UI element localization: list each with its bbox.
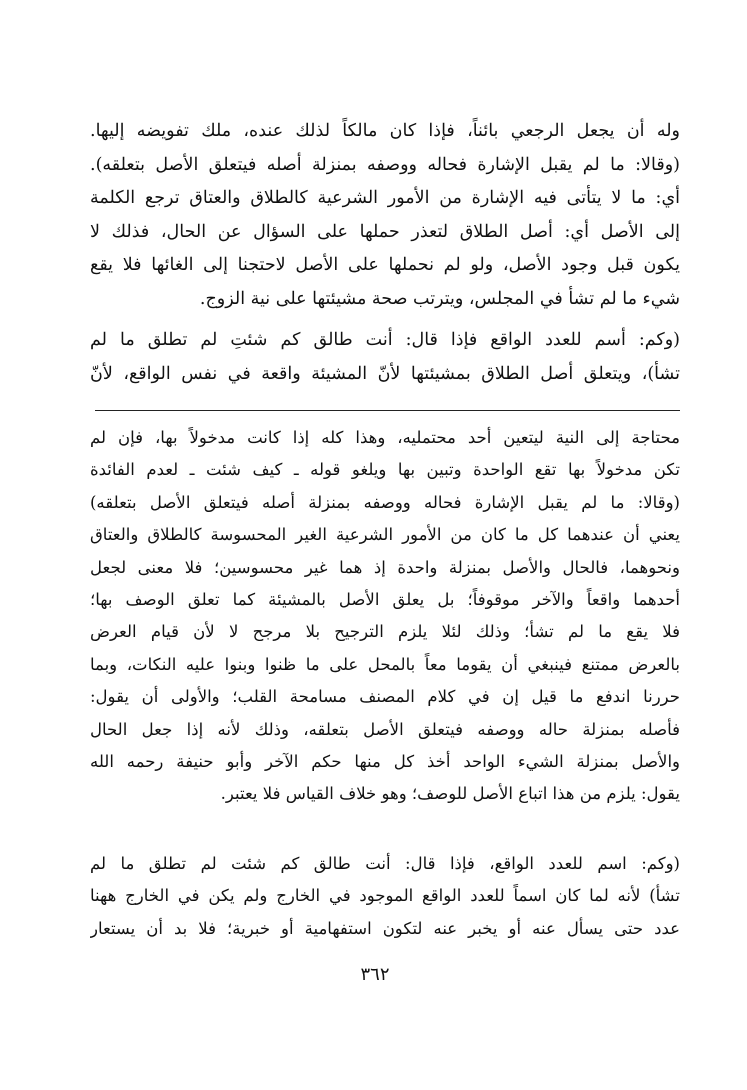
- footnote-line: بالعرض ممتنع فينبغي أن يقوما معاً بالمحل على ما ظنوا وبنوا عليه النكات، وبما: [90, 654, 680, 674]
- main-text-line: (وكم: أسم للعدد الواقع فإذا قال: أنت طالق كم شئتِ لم تطلق ما لم: [90, 330, 680, 350]
- footnote-line: حررنا اندفع ما قيل إن في كلام المصنف مسامحة القلب؛ والأولى أن يقول:: [90, 687, 680, 707]
- footnote-line: تكن مدخولاً بها تقع الواحدة وتبين بها ويلغو قوله ـ كيف شئت ـ لعدم الفائدة: [90, 460, 680, 480]
- footnote-line: والأصل بمنزلة الشيء الواحد أخذ كل منها حكم الآخر وأبو حنيفة رحمه الله: [90, 751, 680, 771]
- main-text-line: يكون قبل وجود الأصل، ولو لم نحملها على الأصل لاحتجنا إلى الغائها فلا يقع: [90, 255, 680, 275]
- main-text-line: وله أن يجعل الرجعي بائناً، فإذا كان مالكاً لذلك عنده، ملك تفويضه إليها.: [90, 121, 680, 141]
- footnote-line: عدد حتى يسأل عنه أو يخبر عنه لتكون استفهامية أو خبرية؛ فلا بد أن يستعار: [90, 918, 680, 938]
- footnote-paragraph-2: [90, 848, 680, 945]
- footnote-line: ونحوهما، فالحال والأصل بمنزلة واحدة إذ هما غير محسوسين؛ فلا معنى لجعل: [90, 557, 680, 577]
- footnote-line: يعني أن عندهما كل ما كان من الأمور الشرعية الغير المحسوسة كالطلاق والعتاق: [90, 525, 680, 545]
- footnote-separator: [95, 410, 680, 411]
- footnote-line: فأصله بمنزلة حاله ووصفه فيتعلق الأصل بتعلقه، وذلك لأنه إذا جعل الحال: [90, 719, 680, 739]
- footnote-line: (وقالا: ما لم يقبل الإشارة فحاله ووصفه بمنزلة أصله فيتعلق الأصل بتعلقه): [90, 492, 680, 512]
- main-text-paragraph-1: [90, 115, 680, 316]
- main-text-line: أي: ما لا يتأتى فيه الإشارة من الأمور الشرعية كالطلاق والعتاق ترجع الكلمة: [90, 188, 680, 208]
- footnote-line: (وكم: اسم للعدد الواقع، فإذا قال: أنت طالق كم شئت لم تطلق ما لم: [90, 854, 680, 873]
- footnote-line: فلا يقع ما لم تشأ؛ وذلك لئلا يلزم الترجيح بلا مرجح لا لأن قيام العرض: [90, 622, 680, 642]
- main-text-line: شيء ما لم تشأ في المجلس، ويترتب صحة مشيئتها على نية الزوج.: [199, 288, 680, 309]
- page-number: ٣٦٢: [360, 964, 390, 985]
- footnote-line: محتاجة إلى النية ليتعين أحد محتمليه، وهذا كله إذا كانت مدخولاً بها، فإن لم: [90, 428, 680, 447]
- footnote-line: يقول: يلزم من هذا اتباع الأصل للوصف؛ وهو خلاف القياس فلا يعتبر.: [220, 784, 680, 804]
- footnote-line: أحدهما واقعاً والآخر موقوفاً؛ بل يعلق الأصل بالمشيئة كما تعلق الوصف بها؛: [90, 589, 680, 609]
- footnote-line: تشأ) لأنه لما كان اسماً للعدد الواقع الموجود في الخارج ولم يكن في الخارج ههنا: [90, 886, 680, 906]
- main-text-line: (وقالا: ما لم يقبل الإشارة فحاله ووصفه بمنزلة أصله فيتعلق الأصل بتعلقه).: [90, 154, 680, 175]
- main-text-line: إلى الأصل أي: أصل الطلاق لتعذر حملها على السؤال عن الحال، فذلك لا: [90, 221, 680, 242]
- main-text-line: تشأ)، ويتعلق أصل الطلاق بمشيئتها لأنّ المشيئة واقعة في نفس الواقع، لأنّ: [90, 363, 680, 384]
- main-text-paragraph-2: [90, 324, 680, 391]
- footnote-paragraph-1: [90, 422, 680, 811]
